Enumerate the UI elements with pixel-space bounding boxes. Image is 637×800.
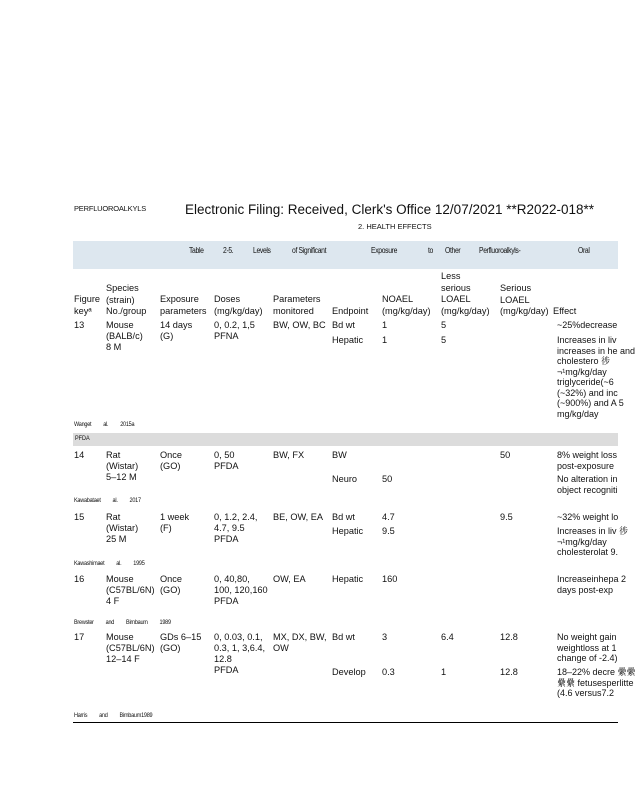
row-13-params: BW, OW, BC	[273, 320, 326, 330]
row-16-endpoint-1: Hepatic	[332, 574, 364, 584]
row-17-less-1: 6.4	[441, 632, 454, 642]
col-header-effect: Effect	[553, 306, 577, 316]
row-16-species: Mouse (C57BL/6N) 4 F	[106, 574, 155, 606]
row-14-species: Rat (Wistar) 5–12 M	[106, 450, 139, 482]
row-15-endpoint-1: Bd wt	[332, 512, 355, 522]
row-14-doses: 0, 50 PFDA	[214, 450, 239, 471]
row-13-reference: Wanget al. 2015a	[74, 421, 135, 428]
row-15-serious-1: 9.5	[500, 512, 513, 522]
row-13-species: Mouse (BALB/c) 8 M	[106, 320, 143, 352]
row-13-endpoint-1: Bd wt	[332, 320, 355, 330]
table-title-word: of Significant	[292, 246, 327, 255]
row-16-exposure: Once (GO)	[160, 574, 182, 595]
chapter-subtitle: 2. HEALTH EFFECTS	[358, 222, 432, 231]
row-14-params: BW, FX	[273, 450, 305, 460]
row-16-params: OW, EA	[273, 574, 306, 584]
table-title-word: Other	[445, 246, 461, 255]
row-16-noael-1: 160	[382, 574, 398, 584]
row-17-serious-2: 12.8	[500, 667, 518, 677]
col-header-doses: Doses (mg/kg/day)	[214, 294, 263, 316]
row-17-less-2: 1	[441, 667, 447, 677]
row-17-endpoint-2: Develop	[332, 667, 366, 677]
row-17-effect-1: No weight gain weightloss at 1 change of -2.4)	[557, 632, 618, 663]
filing-stamp-title: Electronic Filing: Received, Clerk's Office 12/07/2021 **R2022-018**	[185, 202, 595, 217]
row-17-effect-2: 18–22% decre 纍纍纍纍 fetusesperlitte (4.6 versus7.2	[557, 667, 636, 698]
row-13-effect-1: ~25%decrease	[557, 320, 618, 330]
row-17-reference: Harris and Birnbaum1989	[74, 712, 153, 719]
col-header-species: Species (strain) No./group	[106, 283, 147, 316]
row-16-doses: 0, 40,80, 100, 120,160 PFDA	[214, 574, 268, 606]
col-header-endpoint: Endpoint	[332, 306, 369, 316]
row-14-reference: Kawabataet al. 2017	[74, 497, 141, 504]
row-14-serious-1: 50	[500, 450, 511, 460]
row-15-reference: Kawashimaet al. 1995	[74, 560, 145, 567]
table-title-word: Table	[189, 246, 204, 255]
row-14-effect-2: No alteration in object recogniti	[557, 474, 618, 495]
row-15-noael-2: 9.5	[382, 526, 395, 536]
row-14-key: 14	[74, 450, 85, 460]
table-title-band	[73, 241, 618, 269]
row-16-reference: Brewster and Birnbaum 1989	[74, 619, 171, 626]
table-title-word: Exposure	[371, 246, 398, 255]
row-15-noael-1: 4.7	[382, 512, 395, 522]
row-15-effect-1: ~32% weight lo	[557, 512, 619, 522]
row-17-species: Mouse (C57BL/6N) 12–14 F	[106, 632, 155, 664]
row-13-less-2: 5	[441, 335, 447, 345]
col-header-exposure: Exposure parameters	[160, 294, 207, 316]
row-14-noael-2: 50	[382, 474, 393, 484]
row-17-exposure: GDs 6–15 (GO)	[160, 632, 202, 653]
row-16-key: 16	[74, 574, 85, 584]
row-13-noael-1: 1	[382, 320, 388, 330]
col-header-less-serious-loael: Less serious LOAEL (mg/kg/day)	[441, 271, 490, 316]
row-13-less-1: 5	[441, 320, 447, 330]
row-17-noael-1: 3	[382, 632, 388, 642]
row-17-doses: 0, 0.03, 0.1, 0.3, 1, 3,6.4, 12.8 PFDA	[214, 632, 266, 675]
row-13-doses: 0, 0.2, 1,5 PFNA	[214, 320, 255, 341]
row-17-noael-2: 0.3	[382, 667, 395, 677]
row-14-endpoint-2: Neuro	[332, 474, 358, 484]
col-header-parameters: Parameters monitored	[273, 294, 321, 316]
row-14-exposure: Once (GO)	[160, 450, 182, 471]
row-13-exposure: 14 days (G)	[160, 320, 193, 341]
section-header-pfda: PFDA	[73, 433, 618, 446]
col-header-serious-loael: Serious LOAEL (mg/kg/day)	[500, 283, 549, 316]
running-header-left: PERFLUOROALKYLS	[74, 204, 147, 213]
row-15-endpoint-2: Hepatic	[332, 526, 364, 536]
row-13-endpoint-2: Hepatic	[332, 335, 364, 345]
row-17-key: 17	[74, 632, 85, 642]
row-15-species: Rat (Wistar) 25 M	[106, 512, 139, 544]
table-title-word: 2-5.	[223, 246, 234, 255]
table-title-word: to	[428, 246, 433, 255]
table-title-word: Oral	[578, 246, 590, 255]
row-15-exposure: 1 week (F)	[160, 512, 190, 533]
table-title-word: Perfluoroalkyls-	[479, 246, 521, 255]
row-14-effect-1: 8% weight loss post-exposure	[557, 450, 618, 471]
row-17-params: MX, DX, BW, OW	[273, 632, 327, 653]
row-15-key: 15	[74, 512, 85, 522]
row-13-key: 13	[74, 320, 85, 330]
row-17-serious-1: 12.8	[500, 632, 518, 642]
row-13-effect-2: Increases in liv increases in he and cholestero 徏¬¹mg/kg/day triglyceride(~6 (~32%) and inc (~900%) and A 5 mg/kg/day	[557, 335, 636, 419]
row-15-effect-2: Increases in liv 徏¬¹mg/kg/day cholesterolat 9.	[557, 526, 629, 557]
col-header-noael: NOAEL (mg/kg/day)	[382, 294, 431, 316]
table-bottom-rule	[73, 722, 618, 723]
col-header-figure-key: Figure keyᵃ	[74, 294, 101, 316]
table-title-word: Levels	[253, 246, 271, 255]
row-15-doses: 0, 1.2, 2.4, 4.7, 9.5 PFDA	[214, 512, 258, 544]
row-15-params: BE, OW, EA	[273, 512, 324, 522]
row-13-noael-2: 1	[382, 335, 388, 345]
row-16-effect-1: Increaseinhepa 2 days post-exp	[557, 574, 627, 595]
row-14-endpoint-1: BW	[332, 450, 347, 460]
row-17-endpoint-1: Bd wt	[332, 632, 355, 642]
